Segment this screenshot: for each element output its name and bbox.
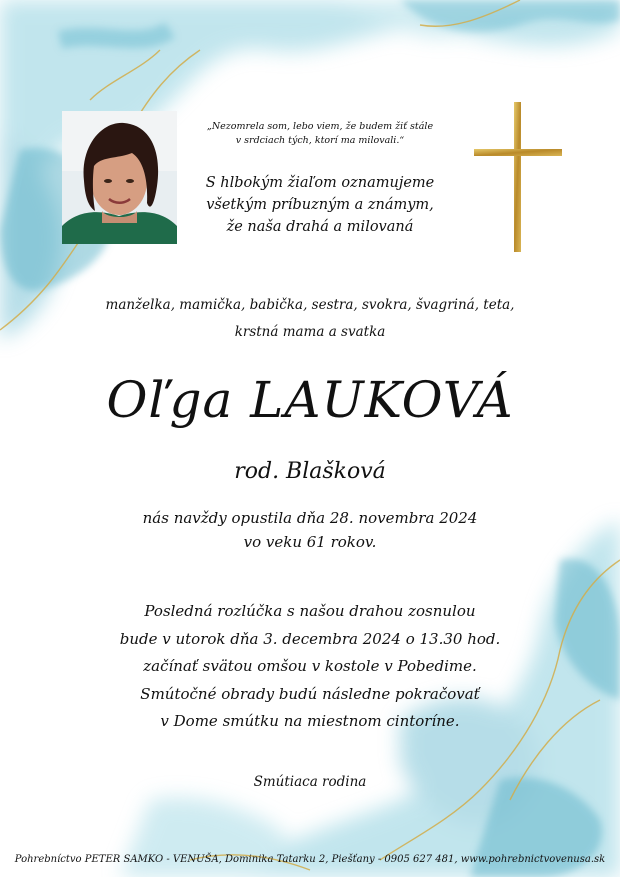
footer-credit: Pohrebníctvo PETER SAMKO - VENUŠA, Dominika Tatarku 2, Piešťany - 0905 627 481, www.pohrebnictvovenusa.sk: [14, 854, 606, 865]
intro-text: [200, 172, 440, 238]
relations-line: manželka, mamička, babička, sestra, svokra, švagriná, teta,: [105, 297, 515, 313]
death-info: [0, 506, 620, 554]
funeral-line: v Dome smútku na miestnom cintoríne.: [160, 712, 460, 730]
portrait-photo: [62, 111, 177, 244]
quote-line: „Nezomrela som, lebo viem, že budem žiť stále: [206, 121, 434, 132]
cross-icon: [474, 102, 562, 252]
intro-line: že naša drahá a milovaná: [226, 219, 414, 235]
family-signature: Smútiaca rodina: [253, 774, 367, 790]
intro-line: S hlbokým žiaľom oznamujeme: [205, 175, 435, 191]
relations: [0, 292, 620, 346]
quote-line: v srdciach tých, ktorí ma milovali.“: [235, 135, 405, 146]
intro-line: všetkým príbuzným a známym,: [206, 197, 434, 213]
maiden-name: rod. Blašková: [234, 459, 386, 484]
funeral-info: [0, 598, 620, 736]
death-line: vo veku 61 rokov.: [243, 533, 377, 551]
quote: [200, 120, 440, 148]
funeral-line: bude v utorok dňa 3. decembra 2024 o 13.30 hod.: [119, 629, 501, 648]
funeral-line: začínať svätou omšou v kostole v Pobedime.: [143, 657, 477, 675]
funeral-line: Smútočné obrady budú následne pokračovať: [140, 684, 480, 703]
funeral-line: Posledná rozlúčka s našou drahou zosnulou: [144, 602, 476, 620]
relations-line: krstná mama a svatka: [234, 324, 386, 340]
deceased-name: Oľga LAUKOVÁ: [106, 371, 514, 429]
death-line: nás navždy opustila dňa 28. novembra 2024: [142, 509, 478, 527]
